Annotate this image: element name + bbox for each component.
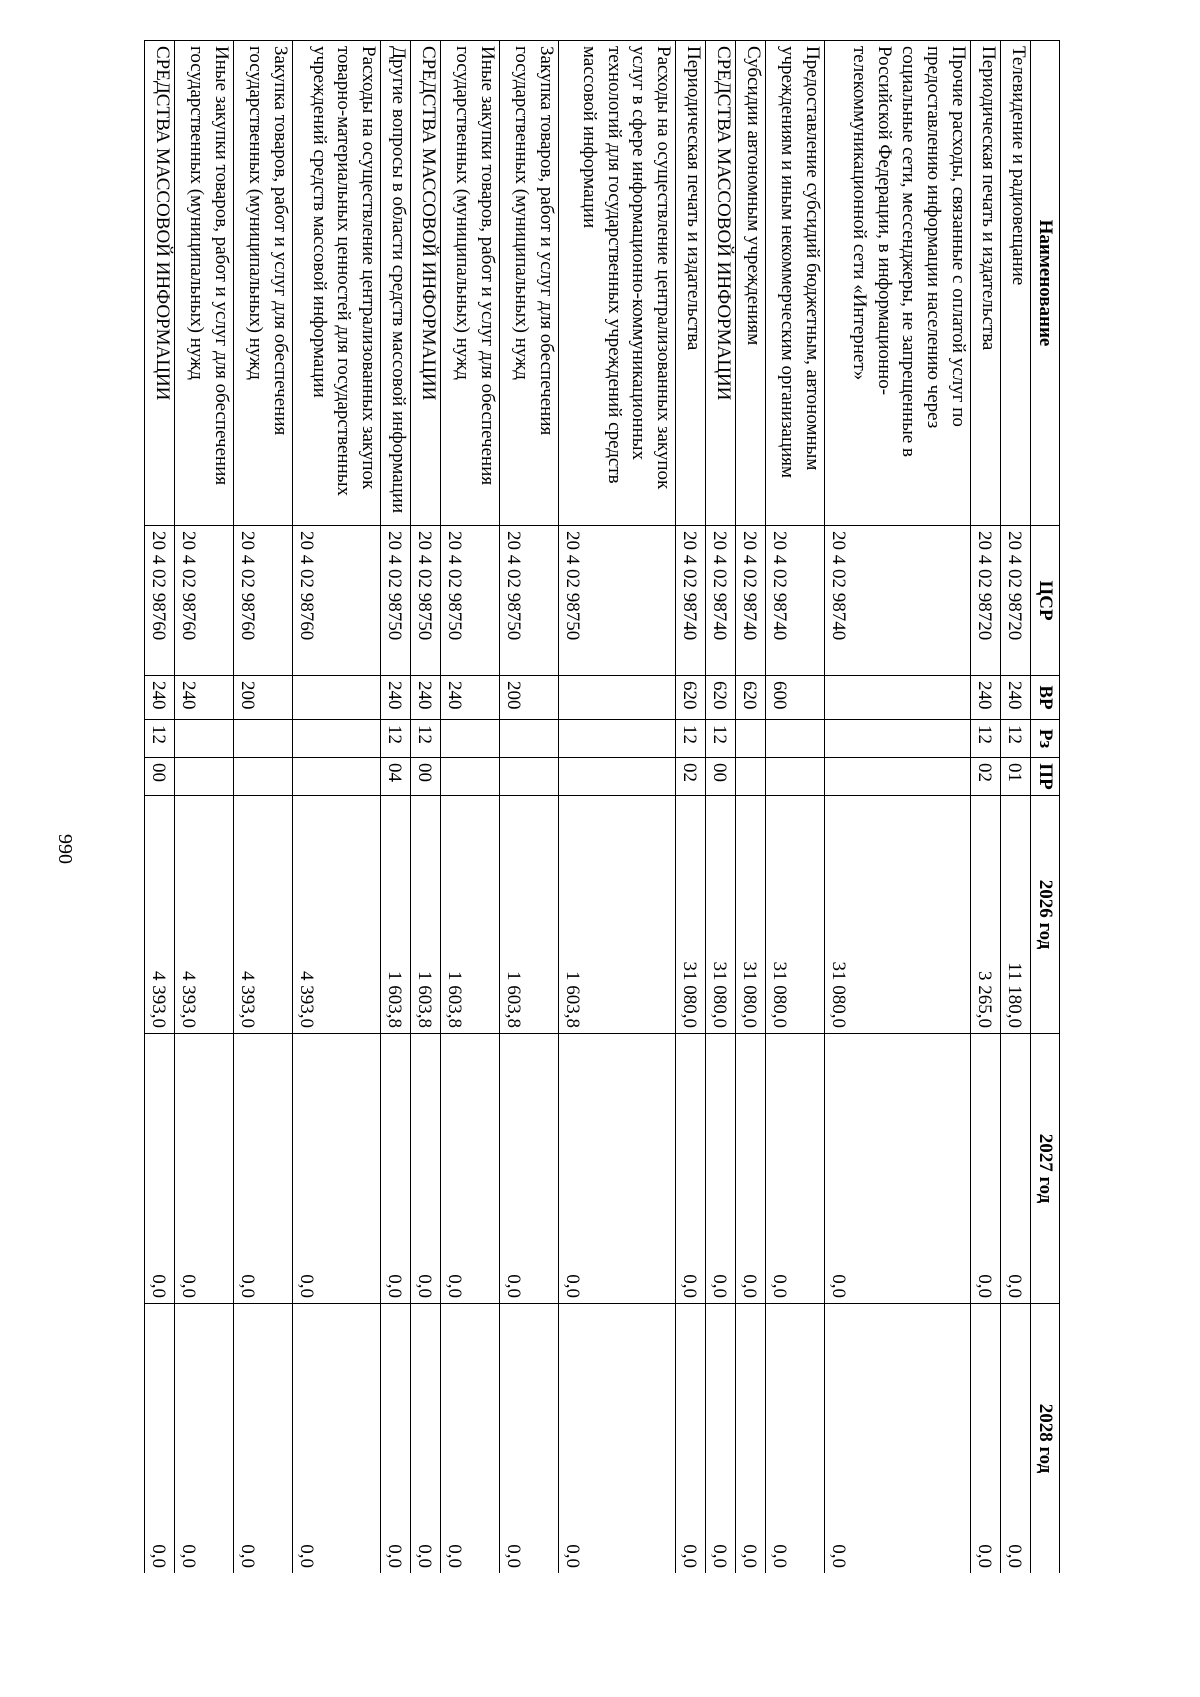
row-amount-2028: 0,0 <box>675 1304 705 1574</box>
row-pr <box>234 758 293 796</box>
row-csr: 20 4 02 98720 <box>1000 526 1030 676</box>
row-pr <box>825 758 971 796</box>
row-csr: 20 4 02 98740 <box>825 526 971 676</box>
row-amount-2027: 0,0 <box>675 1034 705 1304</box>
row-vr: 200 <box>234 676 293 720</box>
row-amount-2028: 0,0 <box>293 1304 381 1574</box>
row-pr <box>293 758 381 796</box>
row-pr: 01 <box>1000 758 1030 796</box>
table-row <box>441 41 500 1574</box>
row-vr: 240 <box>970 676 1000 720</box>
row-amount-2027: 0,0 <box>145 1034 175 1304</box>
table-row <box>145 41 175 1574</box>
row-amount-2027: 0,0 <box>825 1034 971 1304</box>
row-amount-2027: 0,0 <box>381 1034 411 1304</box>
row-csr: 20 4 02 98740 <box>766 526 825 676</box>
row-amount-2028: 0,0 <box>381 1304 411 1574</box>
row-amount-2026: 1 603,8 <box>411 796 441 1034</box>
row-csr: 20 4 02 98760 <box>175 526 234 676</box>
row-name: СРЕДСТВА МАССОВОЙ ИНФОРМАЦИИ <box>145 41 175 526</box>
row-pr: 00 <box>145 758 175 796</box>
header-vr: ВР <box>1031 676 1060 720</box>
row-amount-2026: 31 080,0 <box>825 796 971 1034</box>
row-csr: 20 4 02 98760 <box>145 526 175 676</box>
row-amount-2026: 31 080,0 <box>675 796 705 1034</box>
table-row <box>970 41 1000 1574</box>
row-rz: 12 <box>706 720 736 758</box>
header-name: Наименование <box>1031 41 1060 526</box>
row-amount-2027: 0,0 <box>970 1034 1000 1304</box>
row-vr: 620 <box>736 676 766 720</box>
row-amount-2027: 0,0 <box>175 1034 234 1304</box>
row-amount-2028: 0,0 <box>145 1304 175 1574</box>
header-year-2026: 2026 год <box>1031 796 1060 1034</box>
row-amount-2028: 0,0 <box>736 1304 766 1574</box>
table-row <box>1000 41 1030 1574</box>
row-amount-2026: 31 080,0 <box>766 796 825 1034</box>
row-amount-2026: 31 080,0 <box>736 796 766 1034</box>
row-rz: 12 <box>1000 720 1030 758</box>
row-rz <box>293 720 381 758</box>
row-name: Расходы на осуществление централизованных закупок товарно-материальных ценностей для государственных учреждений средств массовой информации <box>293 41 381 526</box>
row-csr: 20 4 02 98750 <box>559 526 676 676</box>
row-amount-2028: 0,0 <box>175 1304 234 1574</box>
row-name: Прочие расходы, связанные с оплатой услуг по предоставлению информации населению через социальные сети, мессенджеры, не запрещенные в Российской Федерации, в информационно-телекоммуникационной сети «Интернет» <box>825 41 971 526</box>
row-amount-2028: 0,0 <box>766 1304 825 1574</box>
row-amount-2026: 31 080,0 <box>706 796 736 1034</box>
row-vr: 240 <box>411 676 441 720</box>
row-amount-2028: 0,0 <box>970 1304 1000 1574</box>
table-row <box>500 41 559 1574</box>
header-year-2027: 2027 год <box>1031 1034 1060 1304</box>
row-name: Иные закупки товаров, работ и услуг для обеспечения государственных (муниципальных) нужд <box>441 41 500 526</box>
row-vr <box>559 676 676 720</box>
table-row <box>675 41 705 1574</box>
row-amount-2026: 1 603,8 <box>381 796 411 1034</box>
row-rz <box>825 720 971 758</box>
row-name: Другие вопросы в области средств массовой информации <box>381 41 411 526</box>
row-vr <box>293 676 381 720</box>
row-pr: 04 <box>381 758 411 796</box>
row-amount-2028: 0,0 <box>441 1304 500 1574</box>
row-rz <box>175 720 234 758</box>
row-csr: 20 4 02 98720 <box>970 526 1000 676</box>
row-amount-2027: 0,0 <box>766 1034 825 1304</box>
budget-table <box>144 40 1060 1573</box>
row-amount-2026: 1 603,8 <box>441 796 500 1034</box>
row-pr <box>500 758 559 796</box>
row-rz <box>559 720 676 758</box>
row-vr: 620 <box>675 676 705 720</box>
row-vr <box>825 676 971 720</box>
row-vr: 240 <box>1000 676 1030 720</box>
row-csr: 20 4 02 98740 <box>736 526 766 676</box>
table-row <box>706 41 736 1574</box>
row-rz: 12 <box>970 720 1000 758</box>
row-rz: 12 <box>411 720 441 758</box>
table-row <box>736 41 766 1574</box>
row-pr: 02 <box>675 758 705 796</box>
row-rz <box>736 720 766 758</box>
row-name: Субсидии автономным учреждениям <box>736 41 766 526</box>
table-row <box>293 41 381 1574</box>
row-vr: 240 <box>381 676 411 720</box>
row-name: Закупка товаров, работ и услуг для обеспечения государственных (муниципальных) нужд <box>234 41 293 526</box>
row-csr: 20 4 02 98750 <box>500 526 559 676</box>
row-amount-2026: 4 393,0 <box>145 796 175 1034</box>
row-pr <box>441 758 500 796</box>
row-name: Иные закупки товаров, работ и услуг для обеспечения государственных (муниципальных) нужд <box>175 41 234 526</box>
row-csr: 20 4 02 98740 <box>675 526 705 676</box>
table-row <box>766 41 825 1574</box>
row-rz: 12 <box>381 720 411 758</box>
row-vr: 240 <box>145 676 175 720</box>
row-rz: 12 <box>675 720 705 758</box>
row-csr: 20 4 02 98750 <box>411 526 441 676</box>
row-csr: 20 4 02 98760 <box>234 526 293 676</box>
row-name: СРЕДСТВА МАССОВОЙ ИНФОРМАЦИИ <box>411 41 441 526</box>
row-pr: 00 <box>706 758 736 796</box>
header-rz: Рз <box>1031 720 1060 758</box>
row-name: Телевидение и радиовещание <box>1000 41 1030 526</box>
header-csr: ЦСР <box>1031 526 1060 676</box>
row-pr: 00 <box>411 758 441 796</box>
row-rz <box>441 720 500 758</box>
row-amount-2027: 0,0 <box>441 1034 500 1304</box>
row-vr: 240 <box>441 676 500 720</box>
row-csr: 20 4 02 98760 <box>293 526 381 676</box>
row-vr: 200 <box>500 676 559 720</box>
row-amount-2028: 0,0 <box>559 1304 676 1574</box>
row-amount-2026: 1 603,8 <box>500 796 559 1034</box>
table-row <box>175 41 234 1574</box>
row-rz <box>234 720 293 758</box>
row-amount-2027: 0,0 <box>706 1034 736 1304</box>
table-row <box>234 41 293 1574</box>
row-amount-2027: 0,0 <box>736 1034 766 1304</box>
row-amount-2026: 4 393,0 <box>293 796 381 1034</box>
row-amount-2027: 0,0 <box>234 1034 293 1304</box>
row-vr: 240 <box>175 676 234 720</box>
row-pr <box>559 758 676 796</box>
row-name: Предоставление субсидий бюджетным, автономным учреждениям и иным некоммерческим организациям <box>766 41 825 526</box>
row-amount-2027: 0,0 <box>500 1034 559 1304</box>
row-name: СРЕДСТВА МАССОВОЙ ИНФОРМАЦИИ <box>706 41 736 526</box>
row-name: Расходы на осуществление централизованных закупок услуг в сфере информационно-коммуникационных технологий для государственных учреждений средств массовой информации <box>559 41 676 526</box>
row-amount-2026: 1 603,8 <box>559 796 676 1034</box>
row-amount-2026: 4 393,0 <box>234 796 293 1034</box>
row-amount-2028: 0,0 <box>825 1304 971 1574</box>
row-amount-2027: 0,0 <box>1000 1034 1030 1304</box>
table-row <box>825 41 971 1574</box>
row-rz <box>500 720 559 758</box>
row-amount-2028: 0,0 <box>500 1304 559 1574</box>
table-row <box>559 41 676 1574</box>
row-rz <box>766 720 825 758</box>
row-amount-2028: 0,0 <box>411 1304 441 1574</box>
row-amount-2027: 0,0 <box>559 1034 676 1304</box>
header-pr: ПР <box>1031 758 1060 796</box>
table-row <box>411 41 441 1574</box>
row-amount-2028: 0,0 <box>1000 1304 1030 1574</box>
row-pr <box>175 758 234 796</box>
row-amount-2026: 4 393,0 <box>175 796 234 1034</box>
rotated-table-container <box>144 40 1060 1573</box>
table-row <box>381 41 411 1574</box>
row-amount-2026: 3 265,0 <box>970 796 1000 1034</box>
row-amount-2028: 0,0 <box>234 1304 293 1574</box>
row-pr <box>736 758 766 796</box>
row-pr: 02 <box>970 758 1000 796</box>
row-pr <box>766 758 825 796</box>
row-csr: 20 4 02 98750 <box>381 526 411 676</box>
row-rz: 12 <box>145 720 175 758</box>
row-amount-2028: 0,0 <box>706 1304 736 1574</box>
landscape-page <box>144 40 1060 1573</box>
row-vr: 600 <box>766 676 825 720</box>
row-name: Периодическая печать и издательства <box>970 41 1000 526</box>
table-body <box>145 41 1031 1574</box>
row-vr: 620 <box>706 676 736 720</box>
header-year-2028: 2028 год <box>1031 1304 1060 1574</box>
row-csr: 20 4 02 98740 <box>706 526 736 676</box>
row-name: Периодическая печать и издательства <box>675 41 705 526</box>
row-amount-2026: 11 180,0 <box>1000 796 1030 1034</box>
row-amount-2027: 0,0 <box>293 1034 381 1304</box>
page-number: 990 <box>54 834 76 864</box>
row-csr: 20 4 02 98750 <box>441 526 500 676</box>
header-row <box>1031 41 1060 1574</box>
row-amount-2027: 0,0 <box>411 1034 441 1304</box>
row-name: Закупка товаров, работ и услуг для обеспечения государственных (муниципальных) нужд <box>500 41 559 526</box>
